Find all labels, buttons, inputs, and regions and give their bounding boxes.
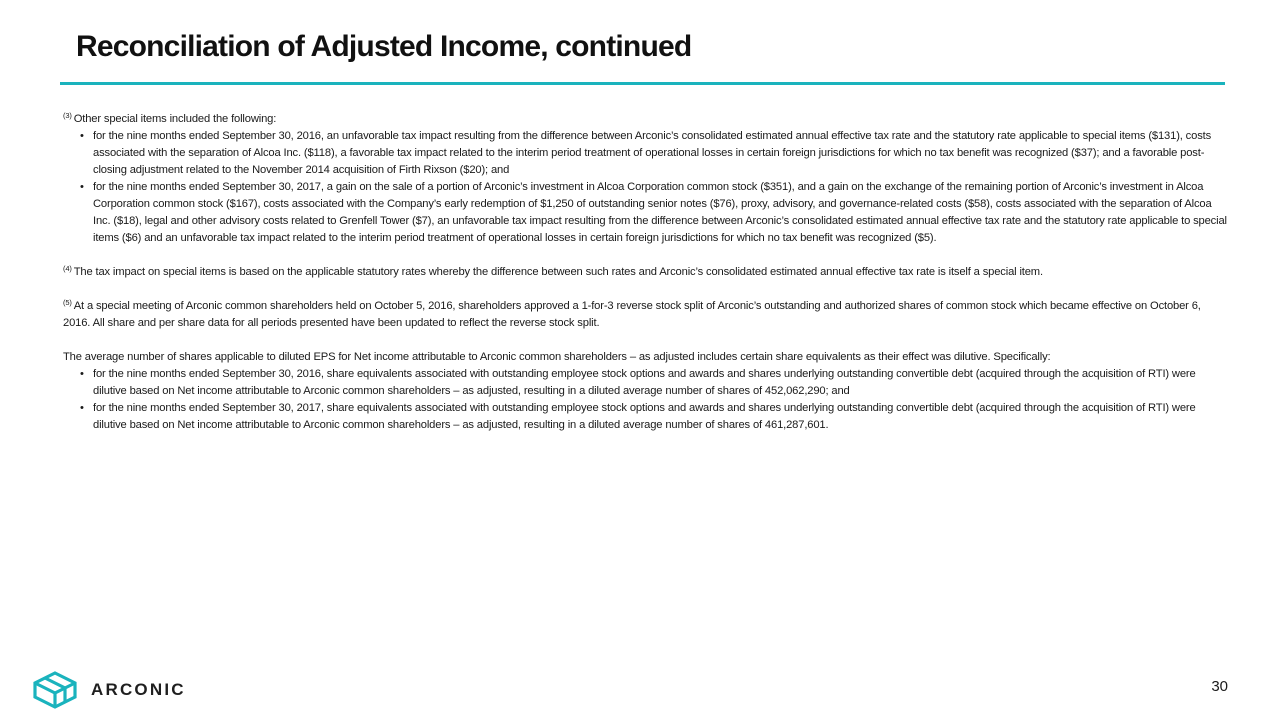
page-title: Reconciliation of Adjusted Income, continued <box>76 30 692 63</box>
footnote-marker: (3) <box>63 111 72 120</box>
page-number: 30 <box>1211 678 1228 695</box>
bullet-item: • for the nine months ended September 30, 2017, share equivalents associated with outstanding employee stock options and awards and shares underlying outstanding convertible debt (acquired through the acquisition of RTI) were dilutive based on Net income attributable to Arconic common shareholders – as adjusted, resulting in a diluted average number of shares of 461,287,601. <box>93 400 1228 434</box>
footnote-3 <box>63 111 1228 247</box>
footnote-4 <box>63 264 1228 281</box>
arconic-logo <box>31 670 201 710</box>
footnote-marker: (4) <box>63 264 72 273</box>
footnote-3-bullets <box>63 128 1228 247</box>
footnote-marker: (5) <box>63 298 72 307</box>
bullet-item: • for the nine months ended September 30, 2016, an unfavorable tax impact resulting from the difference between Arconic’s consolidated estimated annual effective tax rate and the statutory rate applicable to special items ($131), costs associated with the separation of Alcoa Inc. ($118), a favorable tax impact related to the interim period treatment of operational losses in certain foreign jurisdictions for which no tax benefit was recognized ($37); and a favorable post-closing adjustment related to the November 2014 acquisition of Firth Rixson ($20); and <box>93 128 1228 179</box>
footnotes-body <box>63 111 1228 434</box>
footnote-text: Other special items included the following: <box>73 113 277 125</box>
title-divider <box>60 82 1225 85</box>
shares-note <box>63 349 1228 434</box>
shares-note-bullets <box>63 366 1228 434</box>
footnote-5 <box>63 298 1228 332</box>
footnote-text: At a special meeting of Arconic common shareholders held on October 5, 2016, shareholders approved a 1-for-3 reverse stock split of Arconic’s outstanding and authorized shares of common stock which became effective on October 6, 2016. All share and per share data for all periods presented have been updated to reflect the reverse stock split. <box>63 300 1201 329</box>
bullet-item: • for the nine months ended September 30, 2016, share equivalents associated with outstanding employee stock options and awards and shares underlying outstanding convertible debt (acquired through the acquisition of RTI) were dilutive based on Net income attributable to Arconic common shareholders – as adjusted, resulting in a diluted average number of shares of 452,062,290; and <box>93 366 1228 400</box>
bullet-item: • for the nine months ended September 30, 2017, a gain on the sale of a portion of Arconic’s investment in Alcoa Corporation common stock ($351), and a gain on the exchange of the remaining portion of Arconic’s investment in Alcoa Corporation common stock ($167), costs associated with the Company’s early redemption of $1,250 of outstanding senior notes ($76), proxy, advisory, and governance-related costs ($58), costs associated with the separation of Alcoa Inc. ($18), legal and other advisory costs related to Grenfell Tower ($7), an unfavorable tax impact resulting from the difference between Arconic’s consolidated estimated annual effective tax rate and the statutory rate applicable to special items ($6) and an unfavorable tax impact related to the interim period treatment of operational losses in certain foreign jurisdictions for which no tax benefit was recognized ($5). <box>93 179 1228 247</box>
shares-note-text: The average number of shares applicable to diluted EPS for Net income attributable to Arconic common shareholders – as adjusted includes certain share equivalents as their effect was dilutive. Specifically: <box>63 351 1051 363</box>
footnote-text: The tax impact on special items is based on the applicable statutory rates whereby the difference between such rates and Arconic’s consolidated estimated annual effective tax rate is itself a special item. <box>73 266 1043 278</box>
arconic-wordmark: ARCONIC <box>91 680 186 699</box>
arconic-cube-icon <box>31 670 79 710</box>
